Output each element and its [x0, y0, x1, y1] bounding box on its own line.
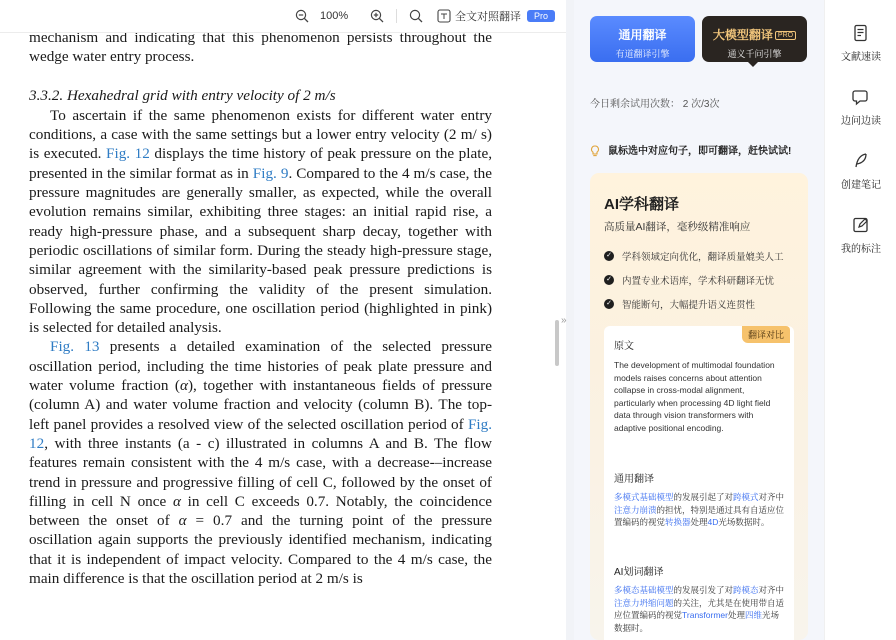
zoom-in-icon[interactable] — [370, 7, 386, 25]
general-translate-heading: 通用翻译 — [614, 474, 654, 485]
sidebar-item-ask-while-reading[interactable] — [825, 88, 896, 127]
ai-card-title: AI学科翻译 — [604, 196, 680, 213]
remaining-trials: 今日剩余试用次数： 2 次/3次 — [590, 99, 720, 110]
search-icon[interactable] — [409, 7, 425, 25]
para2-text-e: = 0.7 and the turning point of the pressure oscillation again supports the previously identified mechanism, indicating that it is independent of impact velocity. Compared to the 4 m/s case, the main difference is that the oscillation period at 2 m/s is — [29, 512, 492, 588]
ai-translate-promo-card[interactable] — [590, 173, 808, 640]
paragraph-1[interactable] — [29, 106, 492, 338]
alpha-symbol-3: α — [178, 512, 187, 530]
general-translate-engine: 有道翻译引擎 — [615, 49, 670, 59]
selection-tip — [590, 142, 791, 157]
ai-card-subtitle: 高质量AI翻译，毫秒级精准响应 — [604, 221, 751, 233]
feature-item — [604, 297, 755, 311]
fig-13-link[interactable]: Fig. 13 — [50, 338, 100, 356]
fig-12-link-2[interactable]: Fig. 12 — [29, 415, 492, 452]
translation-panel — [574, 0, 824, 640]
paragraph-previous: mechanism and indicating that this phenomenon persists throughout the wedge water entry process. — [29, 33, 492, 66]
document-scrollbar[interactable] — [555, 320, 559, 366]
zoom-out-icon[interactable] — [295, 7, 311, 25]
para1-text-a: To ascertain if the same phenomenon exists for different water entry conditions, a case with the same settings but a lower entry velocity (2 m/ s) is executed. — [29, 106, 492, 163]
translate-label: 全文对照翻译 — [455, 11, 521, 23]
pdf-document-view[interactable] — [0, 33, 550, 640]
llm-translate-engine: 通义千问引擎 — [727, 49, 782, 59]
section-heading: 3.3.2. Hexahedral grid with entry velocity of 2 m/s — [29, 86, 336, 104]
sidebar-item-quick-read[interactable] — [825, 24, 896, 63]
para2-text-b: ), together with instantaneous fields of pressure (column A) and water volume fraction and velocity (column B). The top-left panel provides a resolved view of the selected oscillation period of — [29, 377, 492, 433]
sidebar-item-label: 我的标注 — [841, 244, 881, 255]
toolbar-divider — [396, 9, 397, 23]
collapse-panel-icon[interactable]: » — [561, 315, 567, 326]
check-icon: ✓ — [604, 299, 614, 309]
check-icon: ✓ — [604, 275, 614, 285]
general-translate-title: 通用翻译 — [618, 28, 667, 42]
chat-icon — [852, 88, 870, 106]
feature-text: 学科领域定向优化，翻译质量媲美人工 — [622, 252, 784, 263]
general-translate-button[interactable] — [590, 16, 695, 62]
document-text — [29, 33, 492, 588]
fig-12-link[interactable]: Fig. 12 — [106, 145, 150, 163]
sidebar-item-create-note[interactable] — [825, 152, 896, 191]
full-text-translate-button[interactable] — [437, 7, 555, 25]
alpha-symbol: α — [179, 377, 188, 395]
feature-text: 智能断句，大幅提升语义连贯性 — [622, 300, 756, 311]
translation-compare-box — [604, 326, 794, 640]
llm-pro-tag: PRO — [775, 31, 796, 40]
para1-text-c: . Compared to the 4 m/s case, the pressure magnitudes are generally smaller, as expected, while the overall evolution remains similar, exhibiting three stages: an initial rapid rise, a ready high-pressure phase, and a subsequent sharp decay, together with periodic oscillations of similar form. During the steady high-pressure stage, similar agreement with the similarity-based peak pressure predictions is observed, further confirming the validity of the present simulation. Following the same procedure, one oscillation period (highlighted in pink) is selected for detailed analysis. — [29, 164, 493, 337]
feature-item — [604, 273, 774, 287]
para2-text-a: presents a detailed examination of the selected pressure oscillation period, including the time histories of peak plate pressure and water volume fraction ( — [29, 338, 492, 395]
document-icon — [852, 24, 870, 42]
feature-text: 内置专业术语库，学术科研翻译无忧 — [622, 276, 775, 287]
panel-splitter[interactable] — [566, 0, 574, 640]
para2-text-d: in cell C exceeds 0.7. Notably, the coincidence between the onset of — [29, 492, 492, 530]
ai-translate-heading: AI划词翻译 — [614, 567, 664, 578]
fig-9-link[interactable]: Fig. 9 — [252, 164, 289, 182]
sidebar-item-label: 文献速读 — [841, 52, 881, 63]
check-icon: ✓ — [604, 251, 614, 261]
para2-text-c: , with three instants (a - c) illustrated in columns A and B. The flow features remain consistent with the 4 m/s case, with a decrease-–increase trend in pressure and progressive filling of cell C, followed by the onset of filling in cell N once — [29, 434, 492, 510]
selected-mode-caret — [748, 62, 758, 67]
selection-tip-text: 鼠标选中对应句子，即可翻译，赶快试试! — [608, 146, 792, 157]
feature-item — [604, 249, 784, 263]
translate-icon — [437, 9, 451, 23]
right-tool-sidebar — [824, 0, 896, 640]
alpha-symbol-2: α — [172, 492, 181, 510]
para1-text-b: displays the time history of peak pressure on the plate, presented in the similar format as in — [29, 145, 492, 182]
zoom-level[interactable]: 100% — [320, 10, 349, 22]
original-heading: 原文 — [614, 341, 634, 352]
sidebar-item-label: 边问边读 — [841, 116, 881, 127]
sidebar-item-my-annotations[interactable] — [825, 216, 896, 255]
llm-translate-button[interactable] — [702, 16, 807, 62]
document-toolbar — [0, 0, 566, 32]
compare-tag: 翻译对比 — [742, 326, 790, 343]
sidebar-item-label: 创建笔记 — [841, 180, 881, 191]
edit-note-icon — [852, 216, 870, 234]
pro-badge: Pro — [527, 10, 555, 22]
lightbulb-icon — [590, 145, 600, 155]
ai-translate-text: 多模态基础模型的发展引发了对跨模态对齐中注意力坍缩问题的关注，尤其是在使用带自适应位置编码的视觉Transformer处理四维光场数据时。 — [614, 585, 785, 633]
llm-translate-title: 大模型翻译 — [712, 28, 773, 42]
paragraph-2[interactable] — [29, 337, 492, 588]
feather-pen-icon — [852, 152, 870, 170]
general-translate-text: 多模式基础模型的发展引起了对跨模式对齐中注意力崩溃的担忧，特别是通过具有自适应位置编码的视觉转换器处理4D光场数据时。 — [614, 492, 785, 527]
original-text: The development of multimodal foundation models raises concerns about attention collapse in cross-modal alignment, particularly when processing 4D light field data through vision transformers with adaptive positional encoding. — [614, 360, 775, 433]
